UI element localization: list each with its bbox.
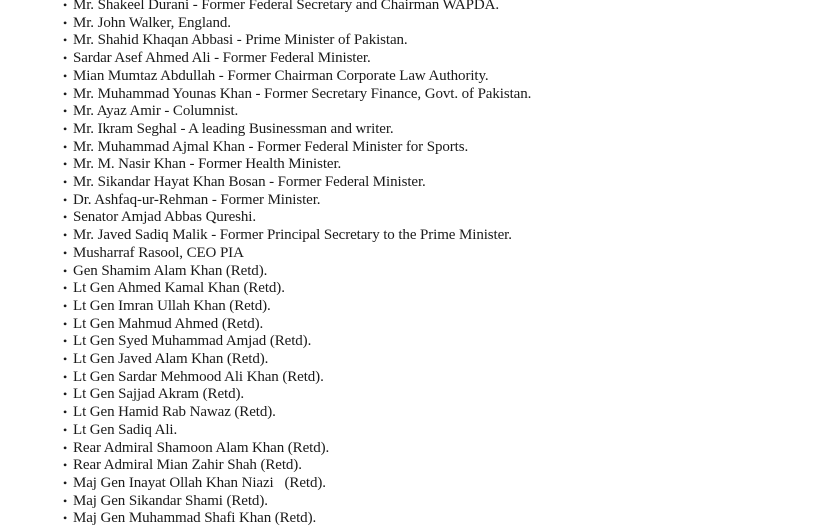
bullet-icon: •: [63, 228, 68, 243]
bullet-icon: •: [63, 15, 68, 30]
list-item-text: Mr. Muhammad Ajmal Khan - Former Federal Minister for Sports.: [73, 138, 469, 155]
bullet-icon: •: [63, 493, 68, 508]
list-item-text: Maj Gen Muhammad Shafi Khan (Retd).: [73, 510, 317, 527]
bullet-icon: •: [63, 263, 68, 278]
list-item-text: Lt Gen Imran Ullah Khan (Retd).: [73, 297, 271, 314]
list-item-text: Mr. Ikram Seghal - A leading Businessman and writer.: [73, 120, 394, 137]
bullet-icon: •: [63, 369, 68, 384]
list-item: [63, 404, 818, 422]
bullet-icon: •: [63, 0, 68, 12]
list-item-text: Dr. Ashfaq-ur-Rehman - Former Minister.: [73, 191, 321, 208]
list-item: [63, 15, 818, 33]
list-item-text: Lt Gen Sadiq Ali.: [73, 421, 178, 438]
list-item-text: Lt Gen Hamid Rab Nawaz (Retd).: [73, 404, 276, 421]
list-item-text: Lt Gen Javed Alam Khan (Retd).: [73, 351, 269, 368]
bullet-icon: •: [63, 316, 68, 331]
list-item: [63, 139, 818, 157]
bullet-icon: •: [63, 298, 68, 313]
bullet-icon: •: [63, 422, 68, 437]
bullet-icon: •: [63, 511, 68, 526]
bullet-icon: •: [63, 387, 68, 402]
list-item: [63, 86, 818, 104]
list-item-text: Maj Gen Inayat Ollah Khan Niazi (Retd).: [73, 474, 326, 491]
list-item: [63, 263, 818, 281]
bullet-icon: •: [63, 86, 68, 101]
list-item: [63, 174, 818, 192]
list-item: [63, 245, 818, 263]
bullet-icon: •: [63, 121, 68, 136]
list-item: [63, 475, 818, 493]
bullet-icon: •: [63, 210, 68, 225]
bullet-icon: •: [63, 175, 68, 190]
list-item-text: Rear Admiral Mian Zahir Shah (Retd).: [73, 457, 302, 474]
bullet-icon: •: [63, 281, 68, 296]
list-item: [63, 209, 818, 227]
bullet-icon: •: [63, 352, 68, 367]
list-item: [63, 50, 818, 68]
list-item-text: Mr. Muhammad Younas Khan - Former Secretary Finance, Govt. of Pakistan.: [73, 85, 532, 102]
list-item-text: Mr. John Walker, England.: [73, 14, 231, 31]
list-item: [63, 298, 818, 316]
list-item: [63, 351, 818, 369]
bullet-icon: •: [63, 139, 68, 154]
list-item: [63, 192, 818, 210]
list-item-text: Lt Gen Ahmed Kamal Khan (Retd).: [73, 280, 285, 297]
list-item: [63, 316, 818, 334]
list-item-text: Mr. Javed Sadiq Malik - Former Principal Secretary to the Prime Minister.: [73, 227, 512, 244]
list-item-text: Rear Admiral Shamoon Alam Khan (Retd).: [73, 439, 330, 456]
bullet-icon: •: [63, 245, 68, 260]
list-item-text: Mr. Shakeel Durani - Former Federal Secretary and Chairman WAPDA.: [73, 0, 500, 13]
bullet-icon: •: [63, 33, 68, 48]
bullet-icon: •: [63, 192, 68, 207]
list-item-text: Lt Gen Sardar Mehmood Ali Khan (Retd).: [73, 368, 324, 385]
list-item: [63, 422, 818, 440]
list-item: [63, 457, 818, 475]
bullet-icon: •: [63, 104, 68, 119]
bullet-icon: •: [63, 475, 68, 490]
list-item: [63, 369, 818, 387]
list-item-text: Mr. Sikandar Hayat Khan Bosan - Former Federal Minister.: [73, 174, 426, 191]
bullet-icon: •: [63, 157, 68, 172]
list-item-text: Musharraf Rasool, CEO PIA: [73, 244, 244, 261]
bullet-icon: •: [63, 334, 68, 349]
list-item-text: Lt Gen Sajjad Akram (Retd).: [73, 386, 245, 403]
list-item-text: Lt Gen Mahmud Ahmed (Retd).: [73, 315, 264, 332]
list-item: [63, 121, 818, 139]
bullet-icon: •: [63, 405, 68, 420]
list-item: [63, 280, 818, 298]
bullet-icon: •: [63, 458, 68, 473]
list-item-text: Lt Gen Syed Muhammad Amjad (Retd).: [73, 333, 312, 350]
list-item: [63, 493, 818, 511]
list-item-text: Mr. M. Nasir Khan - Former Health Minister.: [73, 156, 342, 173]
list-item: [63, 386, 818, 404]
list-item-text: Sardar Asef Ahmed Ali - Former Federal Minister.: [73, 50, 371, 67]
list-item-text: Gen Shamim Alam Khan (Retd).: [73, 262, 268, 279]
list-item: [63, 440, 818, 458]
list-item: [63, 32, 818, 50]
bullet-icon: •: [63, 440, 68, 455]
list-item: [63, 510, 818, 528]
list-item-text: Senator Amjad Abbas Qureshi.: [73, 209, 257, 226]
list-item-text: Mr. Shahid Khaqan Abbasi - Prime Minister of Pakistan.: [73, 32, 408, 49]
bullet-icon: •: [63, 68, 68, 83]
list-item-text: Mr. Ayaz Amir - Columnist.: [73, 103, 239, 120]
list-item-text: Maj Gen Sikandar Shami (Retd).: [73, 492, 268, 509]
list-item: [63, 0, 818, 15]
bullet-icon: •: [63, 51, 68, 66]
list-item: [63, 103, 818, 121]
list-item: [63, 227, 818, 245]
list-item: [63, 68, 818, 86]
list-item: [63, 333, 818, 351]
list-item-text: Mian Mumtaz Abdullah - Former Chairman Corporate Law Authority.: [73, 67, 489, 84]
list-item: [63, 156, 818, 174]
